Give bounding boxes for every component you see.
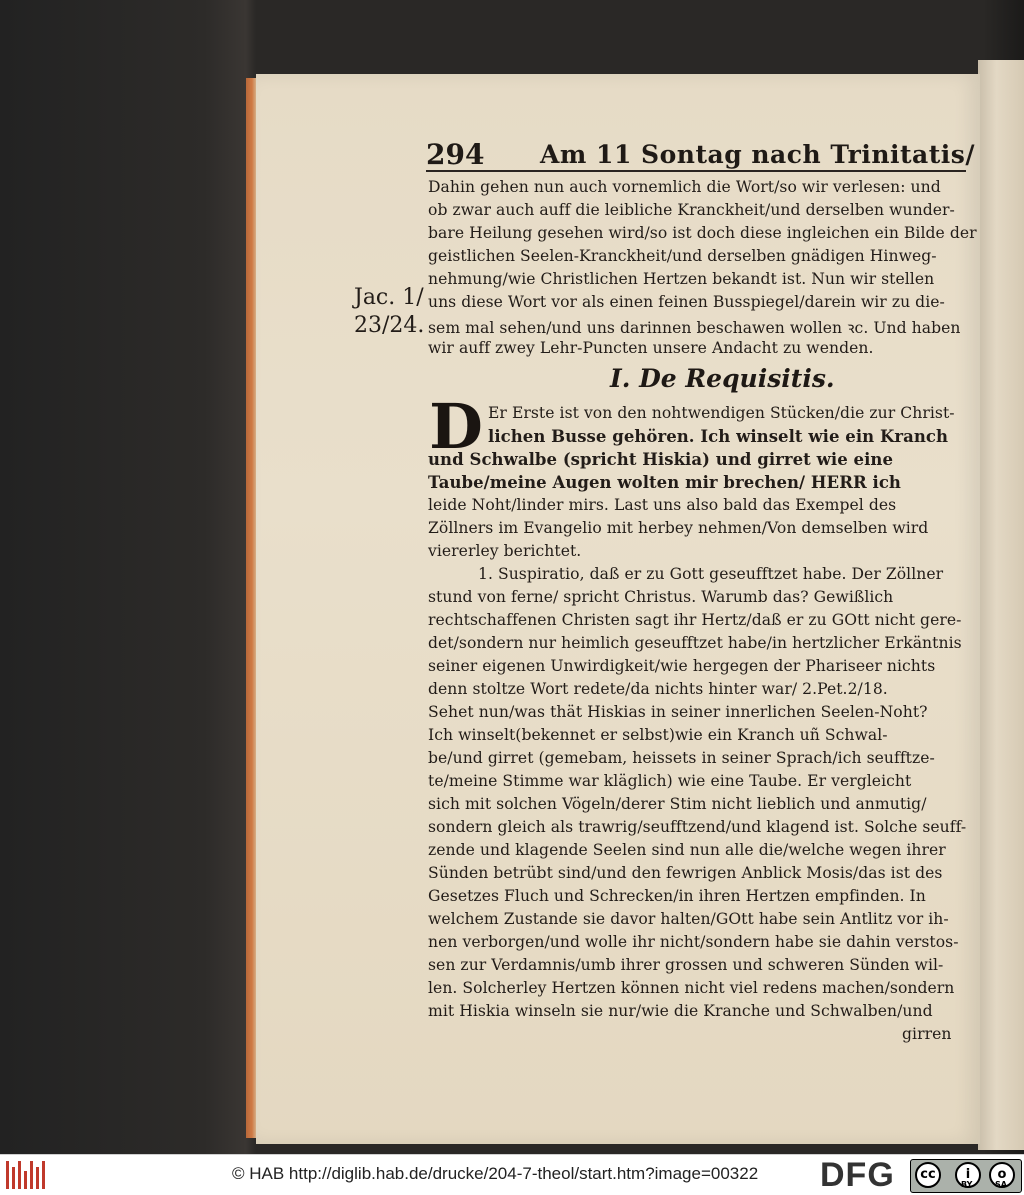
text-line: sen zur Verdamnis/umb ihrer grossen und schweren Sünden wil-	[428, 956, 944, 974]
by-label: BY	[961, 1180, 973, 1189]
text-line: te/meine Stimme war kläglich) wie eine Taube. Er vergleicht	[428, 772, 912, 790]
viewer-footer	[0, 1154, 1024, 1195]
text-line: stund von ferne/ spricht Christus. Warumb das? Gewißlich	[428, 588, 894, 606]
text-line: seiner eigenen Unwirdigkeit/wie hergegen der Phariseer nichts	[428, 657, 936, 675]
text-line: bare Heilung gesehen wird/so ist doch diese ingleichen ein Bilde der	[428, 224, 977, 242]
page-number: 294	[426, 138, 485, 171]
text-line: Er Erste ist von den nohtwendigen Stücken/die zur Christ-	[488, 404, 955, 422]
sa-label: SA	[995, 1180, 1007, 1189]
text-line: 1. Suspiratio, daß er zu Gott geseufftzet habe. Der Zöllner	[478, 565, 944, 583]
cc-icon: cc	[915, 1162, 941, 1188]
text-line: welchem Zustande sie davor halten/GOtt habe sein Antlitz vor ih-	[428, 910, 949, 928]
drop-capital: D	[429, 390, 483, 463]
text-line: sich mit solchen Vögeln/derer Stim nicht lieblich und anmutig/	[428, 795, 927, 813]
text-line: be/und girret (gemebam, heissets in seiner Sprach/ich seufftze-	[428, 749, 935, 767]
margin-note-line: Jac. 1/	[354, 285, 424, 310]
text-line: det/sondern nur heimlich geseufftzet habe/in hertzlicher Erkäntnis	[428, 634, 962, 652]
hab-logo-icon	[6, 1161, 46, 1189]
facing-page-edge	[978, 60, 1024, 1150]
text-line: viererley berichtet.	[428, 542, 582, 560]
text-line: geistlichen Seelen-Kranckheit/und derselben gnädigen Hinweg-	[428, 247, 937, 265]
sa-icon: o	[989, 1162, 1015, 1188]
text-line: wir auff zwey Lehr-Puncten unsere Andacht zu wenden.	[428, 339, 874, 357]
margin-note	[354, 284, 424, 340]
text-line: Sehet nun/was thät Hiskias in seiner innerlichen Seelen-Noht?	[428, 703, 928, 721]
text-line: sondern gleich als trawrig/seufftzend/und klagend ist. Solche seuff-	[428, 818, 967, 836]
text-line: denn stoltze Wort redete/da nichts hinter war/ 2.Pet.2/18.	[428, 680, 888, 698]
text-line: nen verborgen/und wolle ihr nicht/sondern habe sie dahin verstos-	[428, 933, 959, 951]
text-line: Sünden betrübt sind/und den fewrigen Anblick Mosis/das ist des	[428, 864, 943, 882]
text-line: len. Solcherley Hertzen können nicht viel redens machen/sondern	[428, 979, 955, 997]
running-title: Am 11 Sontag nach Trinitatis/	[540, 140, 975, 169]
text-line: Gesetzes Fluch und Schrecken/in ihren Hertzen empfinden. In	[428, 887, 926, 905]
cc-license-badge[interactable]	[910, 1159, 1022, 1193]
text-line: rechtschaffenen Christen sagt ihr Hertz/daß er zu GOtt nicht gere-	[428, 611, 962, 629]
copyright-link[interactable]: © HAB http://diglib.hab.de/drucke/204-7-theol/start.htm?image=00322	[232, 1164, 759, 1183]
text-line: leide Noht/linder mirs. Last uns also bald das Exempel des	[428, 496, 897, 514]
text-line: sem mal sehen/und uns darinnen beschawen wollen ꝛc. Und haben	[428, 319, 961, 337]
text-line: uns diese Wort vor als einen feinen Busspiegel/darein wir zu die-	[428, 293, 945, 311]
text-line: nehmung/wie Christlichen Hertzen bekandt ist. Nun wir stellen	[428, 270, 935, 288]
text-line: mit Hiskia winseln sie nur/wie die Kranche und Schwalben/und	[428, 1002, 933, 1020]
text-line: lichen Busse gehören. Ich winselt wie ein Kranch	[488, 427, 949, 446]
text-line: und Schwalbe (spricht Hiskia) und girret wie eine	[428, 450, 894, 469]
text-line: Ich winselt(bekennet er selbst)wie ein Kranch uñ Schwal-	[428, 726, 888, 744]
catchword: girren	[902, 1025, 952, 1043]
section-heading: I. De Requisitis.	[610, 364, 835, 393]
by-icon: i	[955, 1162, 981, 1188]
text-line: Taube/meine Augen wolten mir brechen/ HERR ich	[428, 473, 901, 492]
dfg-logo: DFG	[820, 1156, 895, 1194]
text-line: Dahin gehen nun auch vornemlich die Wort/so wir verlesen: und	[428, 178, 941, 196]
text-line: ob zwar auch auff die leibliche Kranckheit/und derselben wunder-	[428, 201, 955, 219]
margin-note-line: 23/24.	[354, 313, 425, 338]
text-line: zende und klagende Seelen sind nun alle die/welche wegen ihrer	[428, 841, 946, 859]
running-head	[426, 136, 975, 172]
text-line: Zöllners im Evangelio mit herbey nehmen/Von demselben wird	[428, 519, 929, 537]
